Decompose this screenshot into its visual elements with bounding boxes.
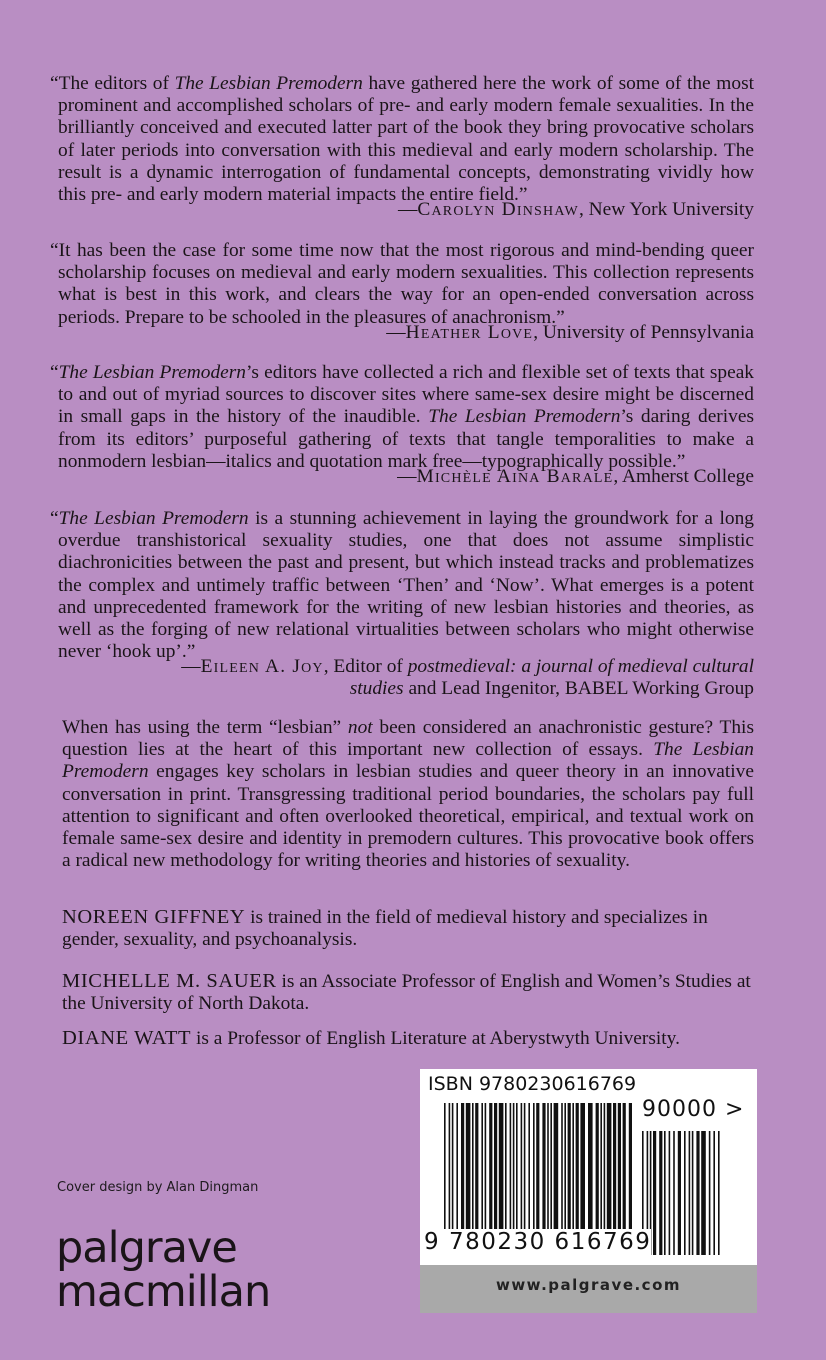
- attribution-joy-line1: —Eileen A. Joy, Editor of postmedieval: a journal of medieval cultural: [181, 656, 754, 677]
- barcode-bar: [692, 1131, 694, 1255]
- publisher-logo-line2: macmillan: [56, 1267, 271, 1317]
- attribution-role-cont: and Lead Ingenitor, BABEL Working Group: [403, 678, 754, 699]
- italic-title: The Lesbian Premodern: [428, 406, 621, 428]
- isbn-digits: 9 780230 616769: [424, 1229, 652, 1255]
- journal-title-cont: studies: [349, 678, 404, 699]
- editor-bio: is a Professor of English Literature at Aberystwyth University.: [191, 1028, 680, 1049]
- editor-bio: is an Associate Professor of English and Women’s Studies at the University of North Dakota.: [62, 971, 751, 1015]
- editor-name: NOREEN GIFFNEY: [62, 906, 246, 928]
- cover-credit: Cover design by Alan Dingman: [57, 1180, 259, 1195]
- quote-joy: [50, 508, 754, 663]
- text-run: “It has been the case for some time now that the most rigorous and mind-bending queer scholarship focuses on medieval and early modern sexualities. This collection represents what is best in this work, and clears the way for an open-ended conversation across periods. Prepare to be schooled in the pleasures of anachronism.”: [50, 240, 754, 328]
- barcode-bar: [718, 1131, 720, 1255]
- publisher-url: www.palgrave.com: [495, 1276, 682, 1294]
- quote-barale: [50, 362, 754, 473]
- barcode-panel: [420, 1069, 757, 1313]
- editor-bio: is trained in the field of medieval history and specializes in gender, sexuality, and psychoanalysis.: [62, 907, 708, 951]
- publisher-logo: [56, 1223, 271, 1317]
- isbn-label: ISBN 9780230616769: [428, 1073, 637, 1095]
- italic-title: The Lesbian Premodern: [58, 362, 246, 383]
- text-run: is a stunning achievement in laying the groundwork for a long overdue transhistorical sexuality studies, one that does not assume simplistic diachronicities between the past and present, but which instead tracks and problematizes the complex and untimely traffic between ‘Then’ and ‘Now’. What emerges is a potent and unprecedented framework for the writing of new lesbian histories and theories, as well as the forging of new relational virtualities between scholars who might otherwise never ‘hook up’.”: [58, 508, 754, 663]
- quote-love: [50, 240, 754, 329]
- attribution-affiliation: , New York University: [578, 199, 754, 220]
- barcode-bar: [689, 1131, 691, 1255]
- bio-giffney: [62, 906, 754, 951]
- barcode-bar: [669, 1131, 671, 1255]
- text-run: been considered an anachronistic gesture? This question lies at the heart of this important new collection of essays.: [62, 717, 754, 761]
- bio-watt: [62, 1027, 754, 1050]
- barcode-bar: [664, 1131, 666, 1255]
- text-run: “The editors of: [50, 73, 175, 94]
- attribution-barale: —Michèle Aina Barale, Amherst College: [397, 466, 754, 487]
- barcode-bar: [653, 1131, 656, 1255]
- price-code: 90000 >: [642, 1097, 745, 1122]
- attribution-name: Michèle Aina Barale: [416, 466, 614, 487]
- bio-sauer: [62, 970, 754, 1015]
- journal-title: postmedieval: a journal of medieval cultural: [407, 656, 754, 677]
- text-run: When has using the term “lesbian”: [62, 717, 348, 738]
- barcode-bar: [713, 1131, 715, 1255]
- barcode-bar: [696, 1131, 699, 1255]
- attribution-dinshaw: —Carolyn Dinshaw, New York University: [397, 199, 754, 220]
- attribution-role: , Editor of: [323, 656, 408, 677]
- publisher-logo-line1: palgrave: [56, 1223, 237, 1273]
- attribution-name: Heather Love: [405, 322, 534, 343]
- text-run: ’s editors have collected a rich and flexible set of texts that speak to and out of myriad sources to discover sites where same-sex desire might be discerned in small gaps in the history of the inaudible.: [58, 362, 754, 428]
- barcode-bar: [684, 1131, 686, 1255]
- text-run: have gathered here the work of some of the most prominent and accomplished scholars of pre- and early modern female sexualities. In the brilliantly conceived and executed latter part of the book they bring provocative scholars of later periods into conversation with this medieval and early modern scholarship. The result is a dynamic interrogation of fundamental concepts, demonstrating vividly how this pre- and early modern material impacts the entire field.”: [58, 73, 754, 206]
- barcode-bar: [659, 1131, 662, 1255]
- italic-title: The Lesbian Premodern: [174, 73, 363, 94]
- attribution-joy-line2: [350, 678, 754, 700]
- barcode-bar: [673, 1131, 675, 1255]
- attribution-name: Carolyn Dinshaw: [417, 199, 579, 220]
- italic-title: The Lesbian Premodern: [58, 508, 249, 529]
- text-run: “: [50, 508, 59, 529]
- editor-name: DIANE WATT: [62, 1027, 192, 1049]
- text-run: “: [50, 362, 59, 383]
- book-description: [62, 717, 754, 872]
- barcode-bar: [701, 1131, 706, 1255]
- attribution-affiliation: , Amherst College: [613, 466, 754, 487]
- text-run: engages key scholars in lesbian studies and queer theory in an innovative conversation in print. Transgressing traditional period boundaries, the scholars pay full attention to significant and often overlooked theoretical, empirical, and textual work on female same-sex desire and identity in premodern cultures. This provocative book offers a radical new methodology for writing theories and histories of sexuality.: [62, 761, 754, 872]
- quote-dinshaw: [50, 73, 754, 206]
- italic-title: not: [347, 717, 373, 738]
- attribution-name: Eileen A. Joy: [200, 656, 324, 677]
- attribution-love: —Heather Love, University of Pennsylvania: [386, 322, 754, 343]
- attribution-affiliation: , University of Pennsylvania: [533, 322, 754, 343]
- publisher-url-bar: [420, 1265, 757, 1313]
- editor-name: MICHELLE M. SAUER: [62, 970, 277, 992]
- barcode-bar: [709, 1131, 711, 1255]
- text-run: ’s daring derives from its editors’ purposeful gathering of texts that tangle temporalities to make a nonmodern lesbian—italics and quotation mark free—typographically possible.”: [58, 406, 754, 472]
- italic-title: The Lesbian Premodern: [62, 739, 754, 783]
- barcode-bar: [678, 1131, 681, 1255]
